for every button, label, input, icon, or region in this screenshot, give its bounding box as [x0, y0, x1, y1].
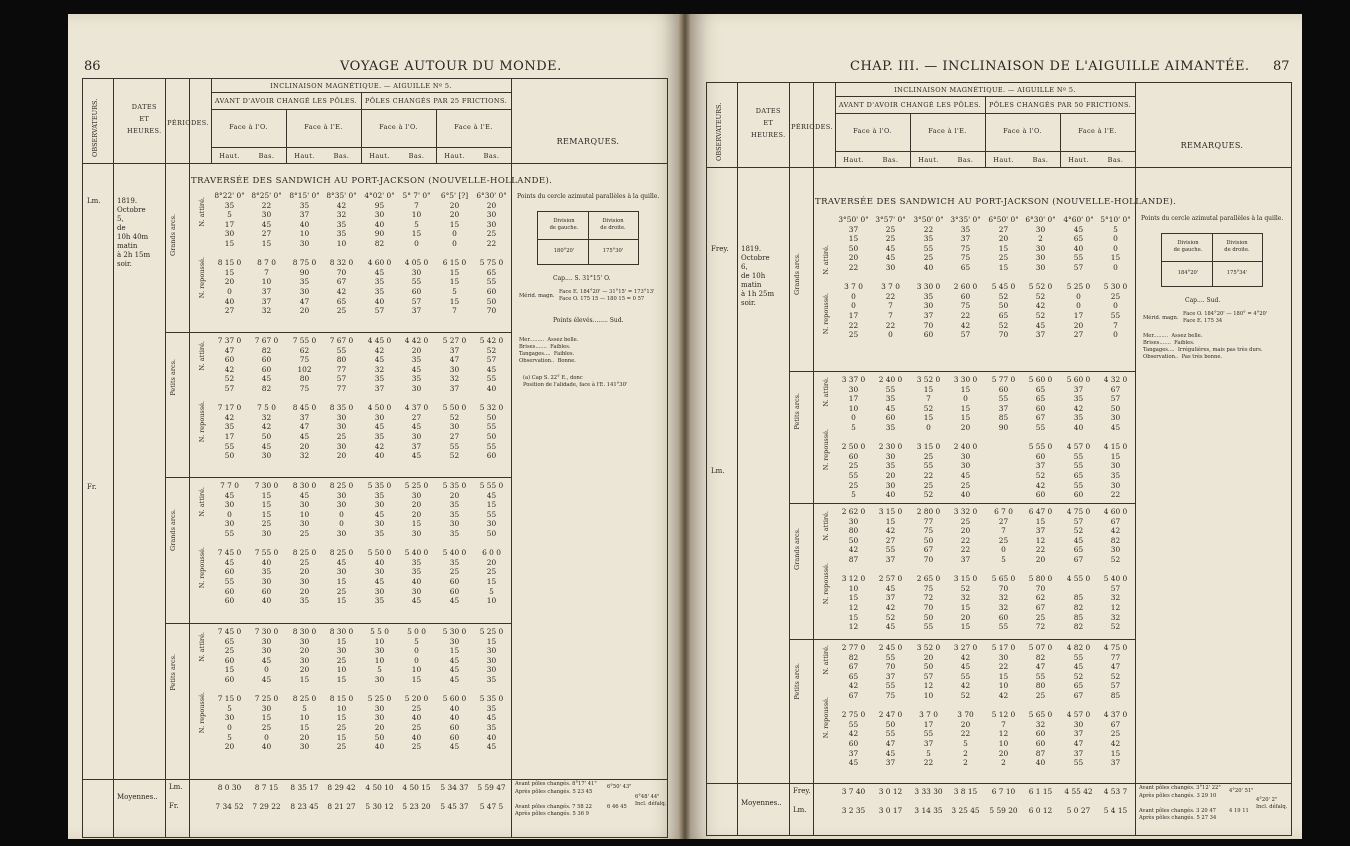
mean-value: 6 1 15: [1028, 787, 1053, 796]
reading-column: 7 37 0 47 60 42 52 57 7 17 0 42 35 17 55 50: [217, 336, 242, 461]
reading-column: 6°30' 0" 20 30 30 25 22 5 75 0 65 55 60 50 70: [476, 191, 507, 316]
remark-footer-incl: 4°20' 2" Incl. défalq.: [1256, 797, 1288, 810]
remark-footer-mean-2: 6 46 45: [607, 804, 627, 810]
reading-column: 7 7 0 45 30 0 30 55 7 45 0 45 60 55 60 60: [217, 481, 242, 606]
repousse-label: N. repoussé.: [822, 697, 830, 739]
mean-value: 4 53 7: [1103, 787, 1128, 796]
reading-column: 4°60' 0" 45 65 40 55 57 5 25 0 0 0 17 20 27: [1063, 215, 1094, 340]
reading-column: 7 55 0 62 75 102 80 75 8 45 0 37 47 45 20 32: [292, 336, 317, 461]
bas-header: Bas.: [333, 152, 350, 160]
remark-merid-values: Face O. 184°20' — 180° = 4°20' Face E. 175 34: [1183, 311, 1268, 324]
reading-column: 5 30 0 30 15 45 45 45 5 60 0 40 40 60 60 45: [442, 627, 467, 752]
reading-column: 8°22' 0" 35 5 17 30 15 8 15 0 15 20 0 40 27: [214, 191, 245, 316]
attire-label: N. attiré.: [198, 341, 206, 371]
reading-column: 3°57' 0" 25 25 45 45 30 3 7 0 22 7 7 22 0: [875, 215, 906, 340]
reading-column: 7 45 0 65 25 60 15 60 7 15 0 5 30 0 5 20: [217, 627, 242, 752]
right-running-head: CHAP. III. — INCLINAISON DE L'AIGUILLE AIMANTÉE.: [850, 59, 1250, 74]
reading-column: 4 82 0 55 45 52 65 67 4 57 0 30 37 47 37 55: [1066, 643, 1091, 768]
reading-column: 6 47 0 15 37 12 22 20 5 80 0 70 62 67 25 72: [1028, 507, 1053, 632]
attire-label: N. attiré.: [822, 645, 830, 675]
face-east-header-2: Face à l'E.: [454, 123, 493, 131]
remark-merid-label: Mérid. magn.: [519, 293, 555, 299]
periods-header: PÉRIODES.: [791, 123, 833, 131]
reading-column: 8°35' 0" 42 32 35 35 10 8 32 0 70 67 42 65 25: [326, 191, 357, 316]
section-title: TRAVERSÉE DES SANDWICH AU PORT-JACKSON (NOUVELLE-HOLLANDE).: [815, 197, 1177, 207]
remark-footer-mean-2: 4 19 11: [1229, 808, 1249, 814]
reading-column: 5°10' 0" 5 0 0 15 0 5 30 0 25 0 55 7 0: [1100, 215, 1131, 340]
mean-value: 4 50 10: [365, 783, 394, 792]
mean-value: 6 0 12: [1028, 806, 1053, 815]
mean-value: 3 8 15: [953, 787, 978, 796]
reading-column: 5 55 0 45 15 55 30 50 6 0 0 20 25 15 5 10: [479, 481, 504, 606]
div-gauche-value: 180°20': [553, 248, 575, 254]
repousse-label: N. repoussé.: [822, 293, 830, 335]
mean-value: 5 59 20: [989, 806, 1018, 815]
div-gauche-label: Division de gauche.: [1173, 240, 1203, 253]
reading-column: 3°50' 0" 22 35 55 25 40 3 30 0 35 30 37 70 60: [913, 215, 944, 340]
div-gauche-value: 184°20': [1177, 270, 1199, 276]
poles-changed-header: PÔLES CHANGÉS PAR 25 FRICTIONS.: [364, 97, 508, 105]
haut-header: Haut.: [219, 152, 240, 160]
face-west-header-2: Face à l'O.: [1003, 127, 1042, 135]
reading-column: 5 42 0 52 57 45 55 40 5 32 0 50 55 50 55 60: [479, 336, 504, 461]
remark-footer: Avant pôles changés. 8°17' 41" Après pôles changés. 5 23 45 Avant pôles changés. 7 58 22 Après pôles changés. 5 36 9: [515, 781, 597, 817]
attire-label: N. attiré.: [822, 245, 830, 275]
repousse-label: N. repoussé.: [822, 563, 830, 605]
reading-column: 4 45 0 42 45 32 35 37 4 50 0 30 45 35 42 40: [367, 336, 392, 461]
grands-arcs-label: Grands arcs.: [169, 509, 177, 551]
observer-label: Fr.: [87, 483, 97, 491]
reading-column: 3 15 0 15 42 27 55 37 2 57 0 45 37 42 52 45: [878, 507, 903, 632]
mean-value: 8 23 45: [290, 802, 319, 811]
remark-intro: Points du cercle azimutal parallèles à la quille.: [1141, 215, 1284, 222]
haut-header: Haut.: [843, 156, 864, 164]
right-page-number: 87: [1273, 59, 1290, 74]
left-page-number: 86: [84, 59, 101, 74]
reading-column: 3 52 0 20 50 57 12 10 3 7 0 17 55 37 5 22: [916, 643, 941, 768]
bas-header: Bas.: [1032, 156, 1049, 164]
date-cell: 1819. Octobre 5, de 10h 40m matin à 2h 15m soir.: [117, 197, 151, 268]
mean-value: 4 55 42: [1064, 787, 1093, 796]
reading-column: 5 77 0 60 55 37 85 90: [991, 375, 1016, 432]
mean-value: 5 45 37: [440, 802, 469, 811]
observer-label: Lm.: [87, 197, 101, 205]
remark-footer-incl: 6°48' 44" Incl. défalq.: [635, 794, 667, 807]
reading-column: 4 42 0 20 35 45 35 30 4 37 0 27 45 30 37 45: [404, 336, 429, 461]
bas-header: Bas.: [258, 152, 275, 160]
mean-value: 8 0 30: [217, 783, 242, 792]
reading-column: 8°15' 0" 35 37 40 10 30 8 75 0 90 35 30 47 20: [289, 191, 320, 316]
moyennes-label: Moyennes..: [117, 793, 158, 801]
reading-column: 4 75 0 57 52 45 65 67 4 55 0 85 82 85 82: [1066, 507, 1091, 632]
petits-arcs-label: Petits arcs.: [169, 359, 177, 396]
before-poles-header: AVANT D'AVOIR CHANGÉ LES PÔLES.: [214, 97, 358, 105]
moy-observer: Fr.: [169, 802, 179, 810]
mean-value: 3 0 12: [878, 787, 903, 796]
haut-header: Haut.: [294, 152, 315, 160]
bas-header: Bas.: [483, 152, 500, 160]
mean-value: 6 7 10: [991, 787, 1016, 796]
right-page: [690, 14, 1302, 839]
haut-header: Haut.: [1068, 156, 1089, 164]
moy-observer: Lm.: [169, 783, 183, 791]
mean-value: 8 35 17: [290, 783, 319, 792]
bas-header: Bas.: [1107, 156, 1124, 164]
petits-arcs-label: Petits arcs.: [793, 663, 801, 700]
haut-header: Haut.: [369, 152, 390, 160]
reading-column: 4 75 0 77 47 52 57 85 4 37 0 67 25 42 15 37: [1103, 643, 1128, 768]
reading-column: 7 67 0 82 60 60 45 82 7 5 0 32 42 50 45 30: [254, 336, 279, 461]
reading-column: 7 30 0 30 30 45 0 45 7 25 0 30 15 25 0 40: [254, 627, 279, 752]
attire-label: N. attiré.: [822, 511, 830, 541]
section-title: TRAVERSÉE DES SANDWICH AU PORT-JACKSON (NOUVELLE-HOLLANDE).: [191, 176, 553, 186]
reading-column: 5 5 0 10 30 10 5 30 5 25 0 30 30 20 50 40: [367, 627, 392, 752]
bas-header: Bas.: [957, 156, 974, 164]
mean-value: 3 2 35: [841, 806, 866, 815]
attire-label: N. attiré.: [198, 632, 206, 662]
reading-column: 3 30 0 15 0 15 15 20 2 40 0 30 30 45 25 40: [953, 375, 978, 500]
mean-value: 8 29 42: [327, 783, 356, 792]
remark-cap: Cap.... Sud.: [1185, 297, 1221, 304]
repousse-label: N. repoussé.: [198, 401, 206, 443]
date-cell: 1819. Octobre 6, de 10h matin à 1h 25m soir.: [741, 245, 775, 307]
reading-column: 2 40 0 55 35 45 60 35 2 30 0 30 35 20 30 40: [878, 375, 903, 500]
mean-value: 8 21 27: [327, 802, 356, 811]
reading-column: 5 60 0 65 65 60 67 55 5 55 0 60 37 52 42 60: [1028, 375, 1053, 500]
face-west-header: Face à l'O.: [853, 127, 892, 135]
face-east-header-2: Face à l'E.: [1078, 127, 1117, 135]
reading-column: 8 30 0 15 30 25 10 15 8 15 0 10 15 25 15 25: [329, 627, 354, 752]
reading-column: 5 27 0 37 47 30 32 37 5 50 0 52 30 27 55 52: [442, 336, 467, 461]
mean-value: 3 7 40: [841, 787, 866, 796]
reading-column: 4°02' 0" 95 30 40 90 82 4 60 0 45 35 35 40 57: [364, 191, 395, 316]
remark-footer: Avant pôles changés. 3°12' 22" Après pôles changés. 3 29 10 Avant pôles changés. 3 20 47 Après pôles changés. 5 27 34: [1139, 785, 1221, 821]
haut-header: Haut.: [918, 156, 939, 164]
reading-column: 5° 7' 0" 7 10 5 15 0 4 05 0 30 55 60 57 37: [402, 191, 431, 316]
observers-header: OBSERVATEURS.: [91, 98, 99, 157]
mean-value: 8 7 15: [254, 783, 279, 792]
remark-note: (a) Cap S. 22° E., donc Position de l'alidade, face à l'E. 141°30': [523, 375, 628, 388]
left-running-head: VOYAGE AUTOUR DU MONDE.: [340, 59, 562, 74]
mean-value: 7 29 22: [252, 802, 281, 811]
div-gauche-label: Division de gauche.: [549, 218, 579, 231]
remarks-header: REMARQUES.: [1180, 141, 1244, 150]
observer-label: Lm.: [711, 467, 725, 475]
mean-value: 5 0 27: [1066, 806, 1091, 815]
reading-column: 6°5' [?] 20 20 15 0 0 6 15 0 15 15 5 15 7: [440, 191, 469, 316]
repousse-label: N. repoussé.: [198, 692, 206, 734]
moy-observer: Frey.: [793, 787, 811, 795]
observer-label: Frey.: [711, 245, 729, 253]
reading-column: 3°50' 0" 37 15 50 20 22 3 7 0 0 0 17 22 25: [838, 215, 869, 340]
reading-column: 7 67 0 55 80 77 57 77 8 35 0 30 30 25 30 20: [329, 336, 354, 461]
remark-footer-mean-1: 4°20' 51": [1229, 788, 1254, 794]
remarks-header: REMARQUES.: [556, 137, 620, 146]
mean-value: 3 0 17: [878, 806, 903, 815]
division-box: [537, 211, 639, 265]
reading-column: 8°25' 0" 22 30 45 27 15 8 7 0 7 10 37 37 32: [251, 191, 282, 316]
mean-value: 4 50 15: [402, 783, 431, 792]
petits-arcs-label: Petits arcs.: [793, 393, 801, 430]
reading-column: 3 52 0 15 7 52 15 0 3 15 0 25 55 22 25 52: [916, 375, 941, 500]
reading-column: 3 37 0 30 17 10 0 5 2 50 0 60 25 55 25 5: [841, 375, 866, 500]
div-droite-label: Division de droite.: [1224, 240, 1250, 253]
left-page: [68, 14, 681, 839]
remark-merid-label: Mérid. magn.: [1143, 315, 1179, 321]
grands-arcs-label: Grands arcs.: [793, 253, 801, 295]
inclination-header: INCLINAISON MAGNÉTIQUE. — AIGUILLE Nº 5.: [894, 86, 1076, 94]
inclination-header: INCLINAISON MAGNÉTIQUE. — AIGUILLE Nº 5.: [270, 82, 452, 90]
mean-value: 3 25 45: [951, 806, 980, 815]
division-box: [1161, 233, 1263, 287]
attire-label: N. attiré.: [822, 377, 830, 407]
poles-changed-header: PÔLES CHANGÉS PAR 50 FRICTIONS.: [988, 101, 1132, 109]
reading-column: 5 25 0 30 20 20 15 30 5 40 0 35 35 40 30 45: [404, 481, 429, 606]
reading-column: 6°50' 0" 27 20 15 25 15 5 45 0 52 50 65 52 70: [988, 215, 1019, 340]
reading-column: 6 7 0 27 7 25 0 5 5 65 0 70 32 32 60 55: [991, 507, 1016, 632]
observers-header: OBSERVATEURS.: [715, 102, 723, 161]
mean-value: 3 14 35: [914, 806, 943, 815]
haut-header: Haut.: [993, 156, 1014, 164]
mean-value: 5 34 37: [440, 783, 469, 792]
attire-label: N. attiré.: [198, 487, 206, 517]
remark-conditions: Mer......... Assez belle. Brises....... Faibles. Tangages.... Faibles. Observation.. Bonne.: [519, 337, 579, 364]
reading-column: 3 27 0 42 45 55 42 52 3 70 20 22 5 2 2: [953, 643, 978, 768]
mean-value: 5 47 5: [479, 802, 504, 811]
face-east-header: Face à l'E.: [304, 123, 343, 131]
div-droite-value: 175°30': [602, 248, 624, 254]
reading-column: 5 35 0 20 35 35 30 35 5 40 0 35 25 60 60 45: [442, 481, 467, 606]
remark-conditions: Mer......... Assez belle. Brises....... Faibles. Tangages.... Irrégulières, mais pas très durs. Observation.. Pas très bonne.: [1143, 333, 1263, 360]
reading-column: 3°35' 0" 35 37 75 75 65 2 60 0 60 75 22 42 57: [950, 215, 981, 340]
reading-column: 7 30 0 15 15 15 25 30 7 55 0 40 35 30 60 40: [254, 481, 279, 606]
mean-value: 7 34 52: [215, 802, 244, 811]
face-west-header-2: Face à l'O.: [379, 123, 418, 131]
bas-header: Bas.: [408, 152, 425, 160]
bas-header: Bas.: [882, 156, 899, 164]
repousse-label: N. repoussé.: [198, 257, 206, 299]
dates-header: DATES ET HEURES.: [127, 103, 162, 135]
moyennes-label: Moyennes..: [741, 799, 782, 807]
reading-column: 5 0 0 5 0 0 10 15 5 20 0 25 40 25 40 25: [404, 627, 429, 752]
remark-cap: Cap.... S. 31°15' O.: [553, 275, 611, 282]
remark-merid-values: Face E. 184°20' — 31°15' = 173°13' Face O. 175 15 — 180 15 = 0 57: [559, 289, 655, 302]
reading-column: 2 80 0 77 75 50 67 70 2 65 0 75 72 70 50 55: [916, 507, 941, 632]
reading-column: 5 25 0 15 30 30 30 35 5 35 0 35 45 35 40 45: [479, 627, 504, 752]
reading-column: 5 60 0 37 35 42 35 40 4 57 0 55 55 65 55 60: [1066, 375, 1091, 500]
remark-footer-mean-1: 6°50' 43": [607, 784, 632, 790]
before-poles-header: AVANT D'AVOIR CHANGÉ LES PÔLES.: [838, 101, 982, 109]
reading-column: 8 30 0 45 30 10 30 25 8 25 0 25 20 30 20 35: [292, 481, 317, 606]
grands-arcs-label: Grands arcs.: [169, 214, 177, 256]
mean-value: 3 33 30: [914, 787, 943, 796]
attire-label: N. attiré.: [198, 197, 206, 227]
reading-column: 5 35 0 35 30 45 30 35 5 50 0 40 30 45 30 35: [367, 481, 392, 606]
remark-intro: Points du cercle azimutal parallèles à la quille.: [517, 193, 660, 200]
div-droite-value: 175°34': [1226, 270, 1248, 276]
repousse-label: N. repoussé.: [198, 547, 206, 589]
reading-column: 2 45 0 55 70 37 55 75 2 47 0 50 55 47 45 37: [878, 643, 903, 768]
reading-column: 5 17 0 30 22 15 10 42 5 12 0 7 12 10 20 2: [991, 643, 1016, 768]
dates-header: DATES ET HEURES.: [751, 107, 786, 139]
mean-value: 5 59 47: [477, 783, 506, 792]
reading-column: 5 07 0 82 47 55 80 25 5 65 0 32 60 60 87 40: [1028, 643, 1053, 768]
face-west-header: Face à l'O.: [229, 123, 268, 131]
reading-column: 8 25 0 30 30 0 0 30 8 25 0 45 30 15 25 15: [329, 481, 354, 606]
reading-column: 6°30' 0" 30 2 30 30 30 5 52 0 52 42 52 45 37: [1025, 215, 1056, 340]
mean-value: 5 23 20: [402, 802, 431, 811]
periods-header: PÉRIODES.: [167, 119, 209, 127]
reading-column: 4 32 0 67 57 50 30 45 4 15 0 15 30 35 30 22: [1103, 375, 1128, 500]
moy-observer: Lm.: [793, 806, 807, 814]
reading-column: 3 32 0 25 20 22 22 37 3 15 0 52 32 15 20 15: [953, 507, 978, 632]
face-east-header: Face à l'E.: [928, 127, 967, 135]
reading-column: 2 62 0 30 80 50 42 87 3 12 0 10 15 12 15 12: [841, 507, 866, 632]
div-droite-label: Division de droite.: [600, 218, 626, 231]
left-table: [82, 78, 668, 838]
haut-header: Haut.: [444, 152, 465, 160]
petits-arcs-label: Petits arcs.: [169, 654, 177, 691]
right-table: [706, 82, 1292, 836]
mean-value: 5 4 15: [1103, 806, 1128, 815]
mean-value: 5 30 12: [365, 802, 394, 811]
remark-points: Points élevés........ Sud.: [553, 317, 624, 324]
grands-arcs-label: Grands arcs.: [793, 528, 801, 570]
reading-column: 2 77 0 82 67 65 42 67 2 75 0 55 42 60 37 45: [841, 643, 866, 768]
reading-column: 4 60 0 67 42 82 30 52 5 40 0 57 32 12 32 52: [1103, 507, 1128, 632]
reading-column: 8 30 0 30 20 30 20 15 8 25 0 5 10 15 20 30: [292, 627, 317, 752]
repousse-label: N. repoussé.: [822, 429, 830, 471]
